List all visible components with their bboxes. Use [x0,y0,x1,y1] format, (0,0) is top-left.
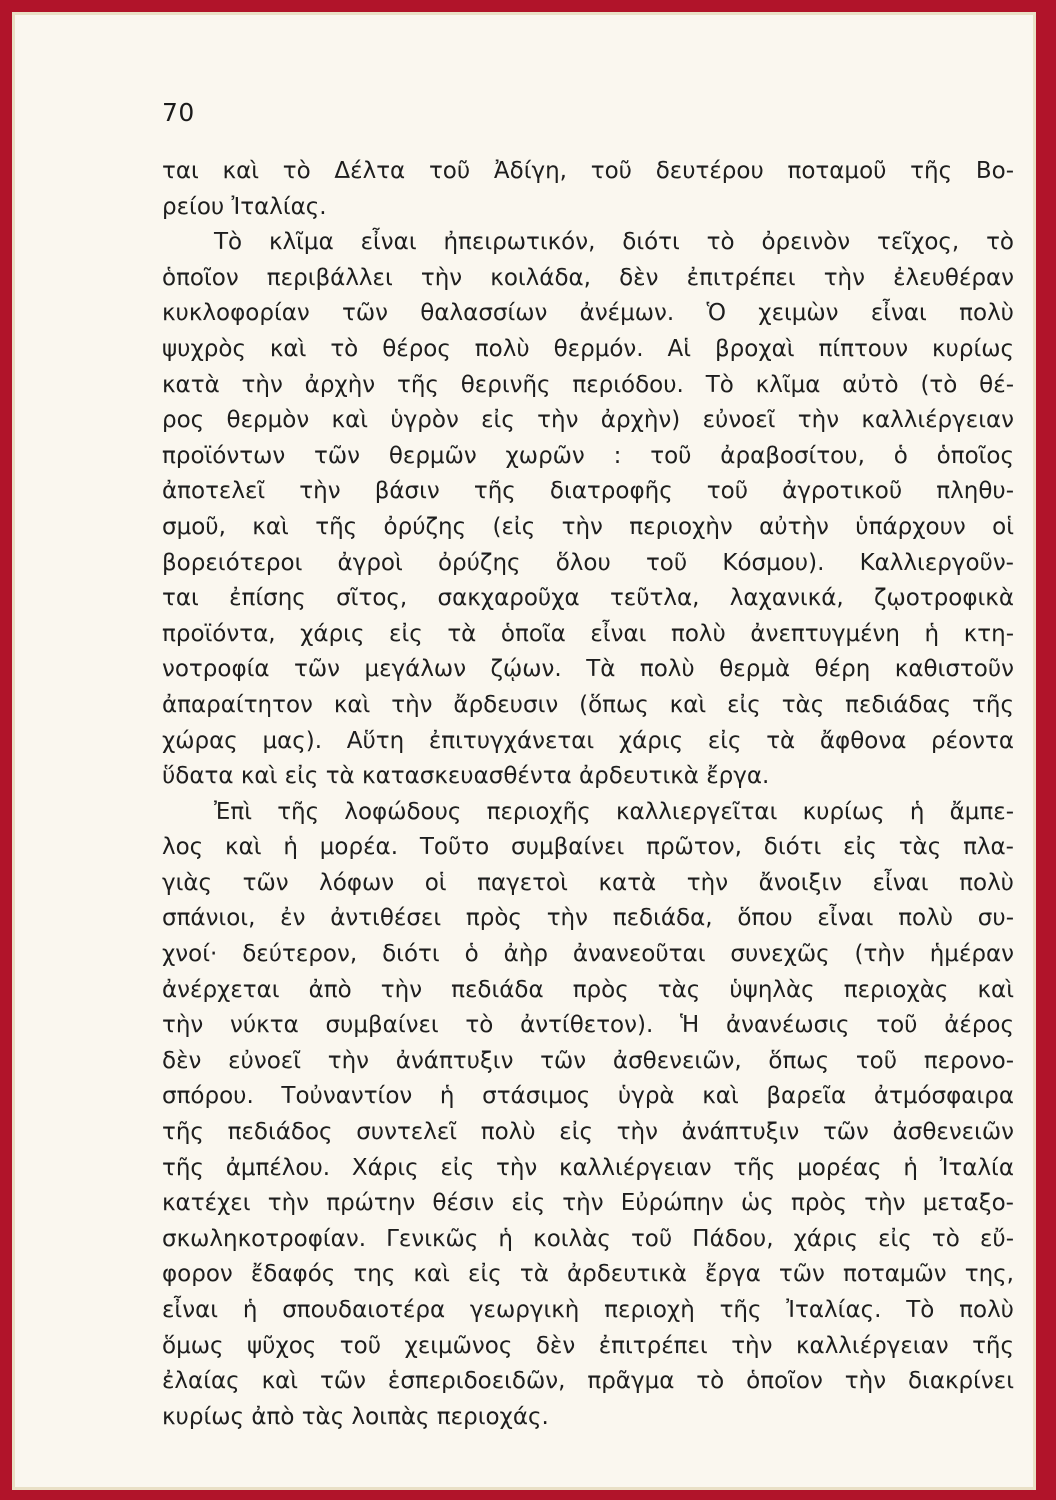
text-line: σμοῦ, καὶ τῆς ὀρύζης (εἰς τὴν περιοχὴν αὐτὴν ὑπάρχουν οἱ [162,513,1014,540]
text-line: ὅμως ψῦχος τοῦ χειμῶνος δὲν ἐπιτρέπει τὴν καλλιέργειαν τῆς [162,1332,1014,1359]
text-line: βορειότεροι ἀγροὶ ὀρύζης ὅλου τοῦ Κόσμου). Καλλιεργοῦν- [162,549,1014,576]
text-line: δὲν εὐνοεῖ τὴν ἀνάπτυξιν τῶν ἀσθενειῶν, ὅπως τοῦ περονο- [162,1047,1014,1074]
text-line: Τὸ κλῖμα εἶναι ἠπειρωτικόν, διότι τὸ ὀρεινὸν τεῖχος, τὸ [214,229,1014,256]
book-page [12,12,1036,1490]
text-line: τῆς πεδιάδος συντελεῖ πολὺ εἰς τὴν ἀνάπτυξιν τῶν ἀσθενειῶν [162,1119,1014,1146]
text-line: φορον ἔδαφός της καὶ εἰς τὰ ἀρδευτικὰ ἔργα τῶν ποταμῶν της, [162,1261,1014,1288]
text-line: χώρας μας). Αὕτη ἐπιτυγχάνεται χάρις εἰς τὰ ἄφθονα ρέοντα [162,727,1014,754]
text-line: προϊόντα, χάρις εἰς τὰ ὁποῖα εἶναι πολὺ ἀνεπτυγμένη ἡ κτη- [162,620,1014,647]
text-line: τὴν νύκτα συμβαίνει τὸ ἀντίθετον). Ἡ ἀνανέωσις τοῦ ἀέρος [162,1012,1014,1039]
text-line: ἀνέρχεται ἀπὸ τὴν πεδιάδα πρὸς τὰς ὑψηλὰς περιοχὰς καὶ [162,976,1014,1003]
text-line: σπόρου. Τοὐναντίον ἡ στάσιμος ὑγρὰ καὶ βαρεῖα ἀτμόσφαιρα [162,1083,1014,1110]
text-line: ται ἐπίσης σῖτος, σακχαροῦχα τεῦτλα, λαχανικά, ζῳοτροφικὰ [162,585,1014,612]
text-line: κυρίως ἀπὸ τὰς λοιπὰς περιοχάς. [162,1403,549,1430]
text-line: κατὰ τὴν ἀρχὴν τῆς θερινῆς περιόδου. Τὸ κλῖμα αὐτὸ (τὸ θέ- [162,371,1014,398]
text-line: ται καὶ τὸ Δέλτα τοῦ Ἀδίγη, τοῦ δευτέρου ποταμοῦ τῆς Βο- [162,158,1014,184]
text-line: κατέχει τὴν πρώτην θέσιν εἰς τὴν Εὐρώπην ὡς πρὸς τὴν μεταξο- [162,1190,1014,1217]
text-line: τῆς ἀμπέλου. Χάρις εἰς τὴν καλλιέργειαν τῆς μορέας ἡ Ἰταλία [162,1154,1014,1181]
text-line: χνοί· δεύτερον, διότι ὁ ἀὴρ ἀνανεοῦται συνεχῶς (τὴν ἡμέραν [162,941,1014,968]
text-line: Ἐπὶ τῆς λοφώδους περιοχῆς καλλιεργεῖται κυρίως ἡ ἄμπε- [214,798,1014,825]
text-line: ὁποῖον περιβάλλει τὴν κοιλάδα, δὲν ἐπιτρέπει τὴν ἐλευθέραν [162,264,1014,291]
text-line: κυκλοφορίαν τῶν θαλασσίων ἀνέμων. Ὁ χειμὼν εἶναι πολὺ [162,300,1014,327]
text-line: ρος θερμὸν καὶ ὑγρὸν εἰς τὴν ἀρχὴν) εὐνοεῖ τὴν καλλιέργειαν [162,407,1014,434]
text-line: ἀπαραίτητον καὶ τὴν ἄρδευσιν (ὅπως καὶ εἰς τὰς πεδιάδας τῆς [162,691,1014,718]
page-number: 70 [162,98,195,127]
text-line: σκωληκοτροφίαν. Γενικῶς ἡ κοιλὰς τοῦ Πάδου, χάρις εἰς τὸ εὔ- [162,1225,1014,1252]
text-line: εἶναι ἡ σπουδαιοτέρα γεωργικὴ περιοχὴ τῆς Ἰταλίας. Τὸ πολὺ [162,1297,1014,1323]
text-line: ρείου Ἰταλίας. [162,193,327,220]
text-line: ὕδατα καὶ εἰς τὰ κατασκευασθέντα ἀρδευτικὰ ἔργα. [162,763,770,790]
text-line: ἐλαίας καὶ τῶν ἑσπεριδοειδῶν, πρᾶγμα τὸ ὁποῖον τὴν διακρίνει [162,1368,1014,1395]
text-line: νοτροφία τῶν μεγάλων ζῴων. Τὰ πολὺ θερμὰ θέρη καθιστοῦν [162,656,1014,683]
text-line: ψυχρὸς καὶ τὸ θέρος πολὺ θερμόν. Αἱ βροχαὶ πίπτουν κυρίως [162,335,1014,362]
text-line: γιὰς τῶν λόφων οἱ παγετοὶ κατὰ τὴν ἄνοιξιν εἶναι πολὺ [162,869,1014,896]
text-line: λος καὶ ἡ μορέα. Τοῦτο συμβαίνει πρῶτον, διότι εἰς τὰς πλα- [162,834,1014,861]
text-line: σπάνιοι, ἐν ἀντιθέσει πρὸς τὴν πεδιάδα, ὅπου εἶναι πολὺ συ- [162,905,1014,932]
body-text [162,154,1014,1435]
text-line: ἀποτελεῖ τὴν βάσιν τῆς διατροφῆς τοῦ ἀγροτικοῦ πληθυ- [162,478,1014,505]
text-line: προϊόντων τῶν θερμῶν χωρῶν : τοῦ ἀραβοσίτου, ὁ ὁποῖος [162,442,1014,469]
